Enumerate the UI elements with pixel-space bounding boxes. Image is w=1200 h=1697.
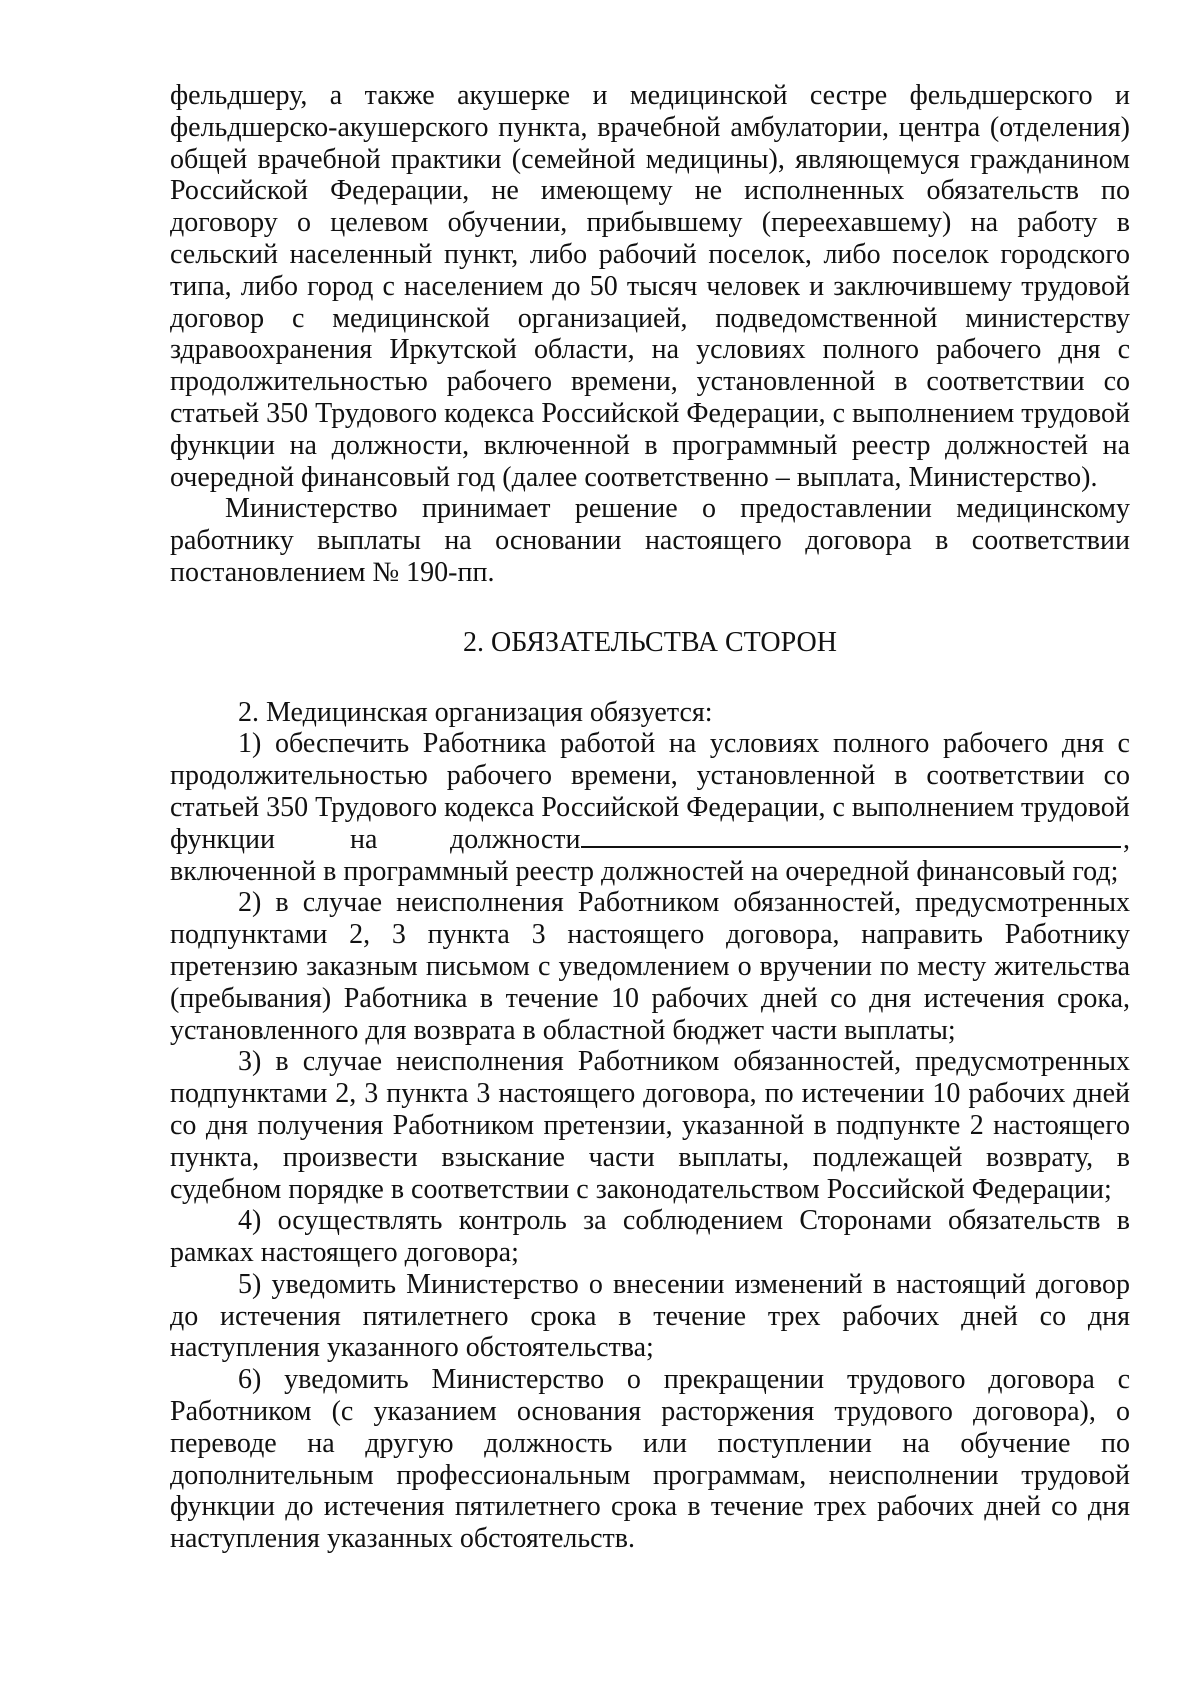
obligation-item-1-continued: включенной в программный реестр должностей на очередной финансовый год;: [170, 855, 1119, 887]
obligation-item-6: 6) уведомить Министерство о прекращении трудового договора с Работником (с указанием основания расторжения трудового договора), о переводе на другую должность или поступлении на обучение по дополнительным профессиональным программам, неисполнении трудовой функции до истечения пятилетнего срока в течение трех рабочих дней со дня наступления указанных обстоятельств.: [170, 1364, 1130, 1555]
position-blank-line: [581, 824, 1121, 848]
obligation-item-3: 3) в случае неисполнения Работником обязанностей, предусмотренных подпунктами 2, 3 пункта 3 настоящего договора, по истечении 10 рабочих дней со дня получения Работником претензии, указанной в подпункте 2 настоящего пункта, произвести взыскание части выплаты, подлежащей возврату, в судебном порядке в соответствии с законодательством Российской Федерации;: [170, 1046, 1130, 1205]
obligations-lead: 2. Медицинская организация обязуется:: [238, 696, 713, 728]
obligation-item-2: 2) в случае неисполнения Работником обязанностей, предусмотренных подпунктами 2, 3 пункта 3 настоящего договора, направить Работнику претензию заказным письмом с уведомлением о вручении по месту жительства (пребывания) Работника в течение 10 рабочих дней со дня истечения срока, установленного для возврата в областной бюджет части выплаты;: [170, 887, 1130, 1046]
obligation-item-1: 1) обеспечить Работника работой на условиях полного рабочего дня с продолжительностью рабочего времени, установленной в соответствии со статьей 350 Трудового кодекса Российской Федерации, с выполнением трудовой: [170, 728, 1130, 823]
on-word: на: [350, 823, 378, 855]
decision-paragraph: Министерство принимает решение о предоставлении медицинскому работнику выплаты на основании настоящего договора в соответствии постановлением № 190-пп.: [170, 493, 1130, 588]
document-body: [170, 80, 1130, 1555]
comma: ,: [1123, 823, 1130, 855]
section-heading: 2. ОБЯЗАТЕЛЬСТВА СТОРОН: [463, 626, 837, 658]
obligation-item-5: 5) уведомить Министерство о внесении изменений в настоящий договор до истечения пятилетнего срока в течение трех рабочих дней со дня наступления указанного обстоятельства;: [170, 1268, 1130, 1364]
intro-paragraph: фельдшеру, а также акушерке и медицинской сестре фельдшерского и фельдшерско-акушерского пункта, врачебной амбулатории, центра (отделения) общей врачебной практики (семейной медицины), являющемуся гражданином Российской Федерации, не имеющему не исполненных обязательств по договору о целевом обучении, прибывшему (переехавшему) на работу в сельский населенный пункт, либо рабочий поселок, либо поселок городского типа, либо город с населением до 50 тысяч человек и заключившему трудовой договор с медицинской организацией, подведомственной министерству здравоохранения Иркутской области, на условиях полного рабочего дня с продолжительностью рабочего времени, установленной в соответствии со статьей 350 Трудового кодекса Российской Федерации, с выполнением трудовой функции на должности, включенной в программный реестр должностей на очередной финансовый год (далее соответственно – выплата, Министерство).: [170, 80, 1130, 493]
function-word: функции: [170, 823, 275, 855]
position-fill-line-row: [170, 824, 1130, 856]
position-word: должности: [450, 823, 581, 855]
obligation-item-4: 4) осуществлять контроль за соблюдением Сторонами обязательств в рамках настоящего договора;: [170, 1205, 1130, 1269]
